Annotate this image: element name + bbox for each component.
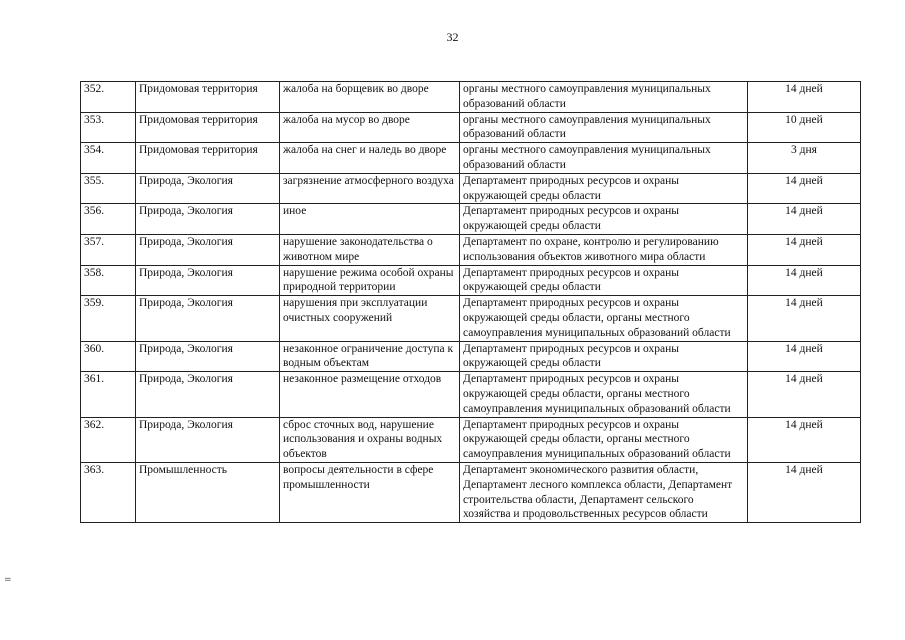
row-category: Природа, Экология [136,372,280,417]
table-row [81,265,861,296]
row-issue: иное [280,204,460,235]
row-number: 361. [81,372,136,417]
row-term: 14 дней [748,265,861,296]
row-department: органы местного самоуправления муниципальных образований области [460,82,748,113]
row-department: Департамент экономического развития области, Департамент лесного комплекса области, Департамент строительства области, Департамент сельского хозяйства и продовольственных ресурсов области [460,462,748,522]
table-row [81,112,861,143]
row-category: Природа, Экология [136,173,280,204]
row-category: Природа, Экология [136,417,280,462]
row-term: 14 дней [748,372,861,417]
row-department: Департамент природных ресурсов и охраны окружающей среды области [460,341,748,372]
row-issue: вопросы деятельности в сфере промышленности [280,462,460,522]
table-row [81,341,861,372]
row-category: Природа, Экология [136,296,280,341]
row-department: Департамент природных ресурсов и охраны окружающей среды области, органы местного самоуправления муниципальных образований области [460,417,748,462]
row-term: 14 дней [748,173,861,204]
table-row [81,234,861,265]
row-term: 14 дней [748,417,861,462]
row-term: 10 дней [748,112,861,143]
row-category: Придомовая территория [136,82,280,113]
row-issue: жалоба на борщевик во дворе [280,82,460,113]
row-number: 357. [81,234,136,265]
table-row [81,462,861,522]
row-term: 14 дней [748,296,861,341]
row-category: Природа, Экология [136,265,280,296]
row-issue: незаконное размещение отходов [280,372,460,417]
row-number: 352. [81,82,136,113]
scan-edge-mark: = [4,575,12,585]
row-issue: нарушение законодательства о животном мире [280,234,460,265]
row-department: Департамент природных ресурсов и охраны окружающей среды области [460,173,748,204]
row-department: Департамент по охране, контролю и регулированию использования объектов животного мира области [460,234,748,265]
row-category: Придомовая территория [136,143,280,174]
row-number: 354. [81,143,136,174]
row-term: 14 дней [748,234,861,265]
table-row [81,173,861,204]
table-row [81,372,861,417]
row-category: Придомовая территория [136,112,280,143]
row-number: 358. [81,265,136,296]
row-category: Природа, Экология [136,341,280,372]
table-row [81,417,861,462]
row-number: 360. [81,341,136,372]
row-term: 14 дней [748,341,861,372]
row-issue: незаконное ограничение доступа к водным объектам [280,341,460,372]
page-number: 32 [446,30,459,44]
table-row [81,204,861,235]
table-row [81,296,861,341]
row-department: Департамент природных ресурсов и охраны окружающей среды области [460,265,748,296]
row-term: 3 дня [748,143,861,174]
row-issue: сброс сточных вод, нарушение использования и охраны водных объектов [280,417,460,462]
row-category: Природа, Экология [136,204,280,235]
row-term: 14 дней [748,204,861,235]
row-department: Департамент природных ресурсов и охраны окружающей среды области, органы местного самоуправления муниципальных образований области [460,296,748,341]
row-department: Департамент природных ресурсов и охраны окружающей среды области, органы местного самоуправления муниципальных образований области [460,372,748,417]
row-category: Природа, Экология [136,234,280,265]
row-issue: жалоба на мусор во дворе [280,112,460,143]
row-number: 353. [81,112,136,143]
row-number: 363. [81,462,136,522]
row-number: 362. [81,417,136,462]
appeals-table [80,81,861,523]
row-issue: загрязнение атмосферного воздуха [280,173,460,204]
row-department: органы местного самоуправления муниципальных образований области [460,112,748,143]
row-number: 355. [81,173,136,204]
row-category: Промышленность [136,462,280,522]
row-term: 14 дней [748,462,861,522]
row-department: органы местного самоуправления муниципальных образований области [460,143,748,174]
row-issue: нарушения при эксплуатации очистных сооружений [280,296,460,341]
row-department: Департамент природных ресурсов и охраны окружающей среды области [460,204,748,235]
row-issue: жалоба на снег и наледь во дворе [280,143,460,174]
table-row [81,82,861,113]
row-issue: нарушение режима особой охраны природной территории [280,265,460,296]
row-number: 359. [81,296,136,341]
row-number: 356. [81,204,136,235]
row-term: 14 дней [748,82,861,113]
table-row [81,143,861,174]
